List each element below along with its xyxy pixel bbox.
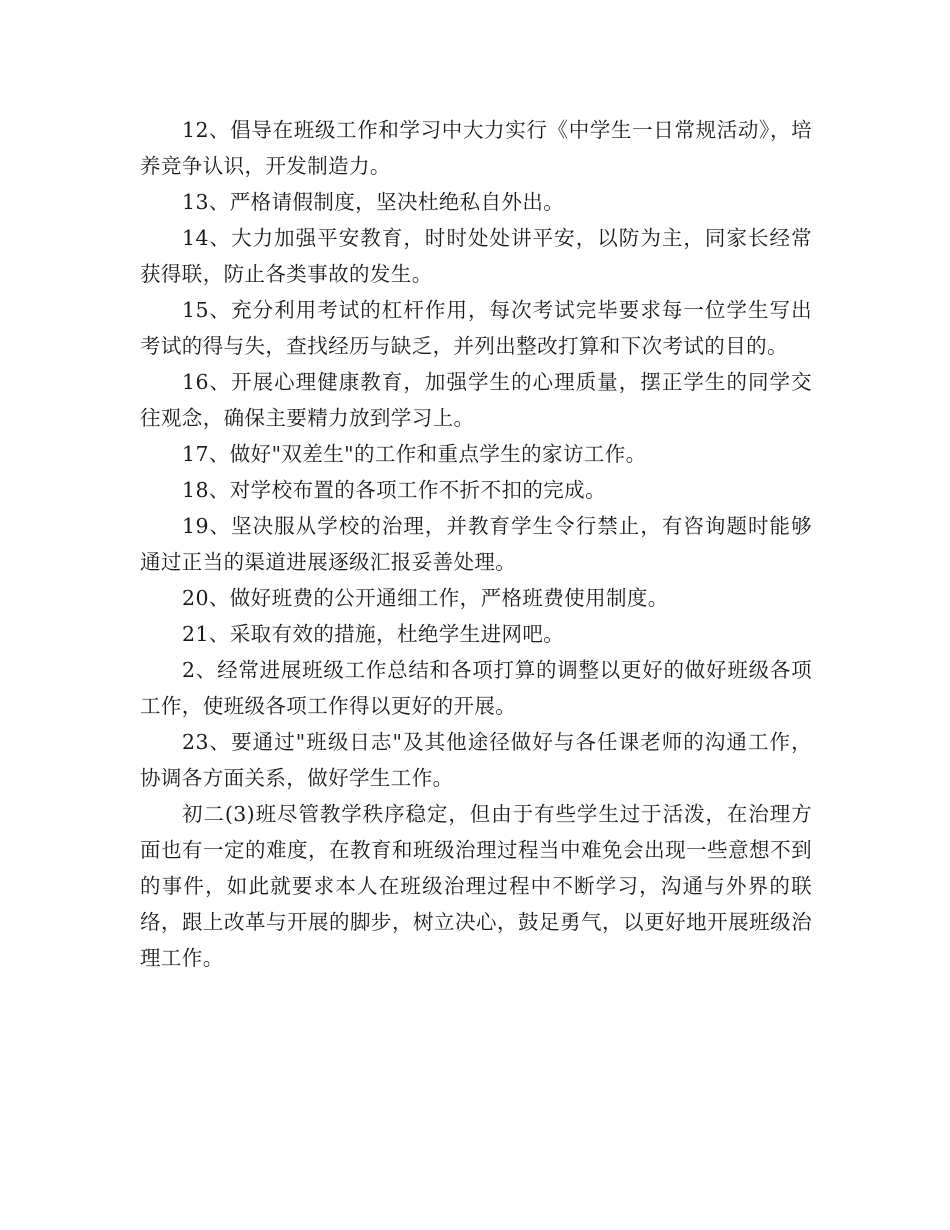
paragraph-item-21: 21、采取有效的措施，杜绝学生进网吧。 [182, 622, 565, 646]
paragraph-item-15: 15、充分利用考试的杠杆作用，每次考试完毕要求每一位学生写出考试的得与失，查找经历与缺乏，并列出整改打算和下次考试的目的。 [140, 298, 812, 358]
document-body [140, 112, 812, 976]
paragraph-item-17: 17、做好"双差生"的工作和重点学生的家访工作。 [182, 442, 647, 466]
paragraph-item-12: 12、倡导在班级工作和学习中大力实行《中学生一日常规活动》，培养竞争认识，开发制造力。 [140, 118, 812, 178]
paragraph-item-23: 23、要通过"班级日志"及其他途径做好与各任课老师的沟通工作，协调各方面关系，做好学生工作。 [140, 730, 812, 790]
paragraph-item-13: 13、严格请假制度，坚决杜绝私自外出。 [182, 190, 565, 214]
paragraph-item-16: 16、开展心理健康教育，加强学生的心理质量，摆正学生的同学交往观念，确保主要精力放到学习上。 [140, 370, 812, 430]
paragraph-item-20: 20、做好班费的公开通细工作，严格班费使用制度。 [182, 586, 669, 610]
paragraph-item-18: 18、对学校布置的各项工作不折不扣的完成。 [182, 478, 606, 502]
paragraph-item-14: 14、大力加强平安教育，时时处处讲平安，以防为主，同家长经常获得联，防止各类事故的发生。 [140, 226, 812, 286]
paragraph-conclusion: 初二(3)班尽管教学秩序稳定，但由于有些学生过于活泼，在治理方面也有一定的难度，在教育和班级治理过程当中难免会出现一些意想不到的事件，如此就要求本人在班级治理过程中不断学习，沟通与外界的联络，跟上改革与开展的脚步，树立决心，鼓足勇气，以更好地开展班级治理工作。 [140, 802, 812, 970]
paragraph-item-22: 2、经常进展班级工作总结和各项打算的调整以更好的做好班级各项工作，使班级各项工作得以更好的开展。 [140, 658, 812, 718]
paragraph-item-19: 19、坚决服从学校的治理，并教育学生令行禁止，有咨询题时能够通过正当的渠道进展逐级汇报妥善处理。 [140, 514, 812, 574]
